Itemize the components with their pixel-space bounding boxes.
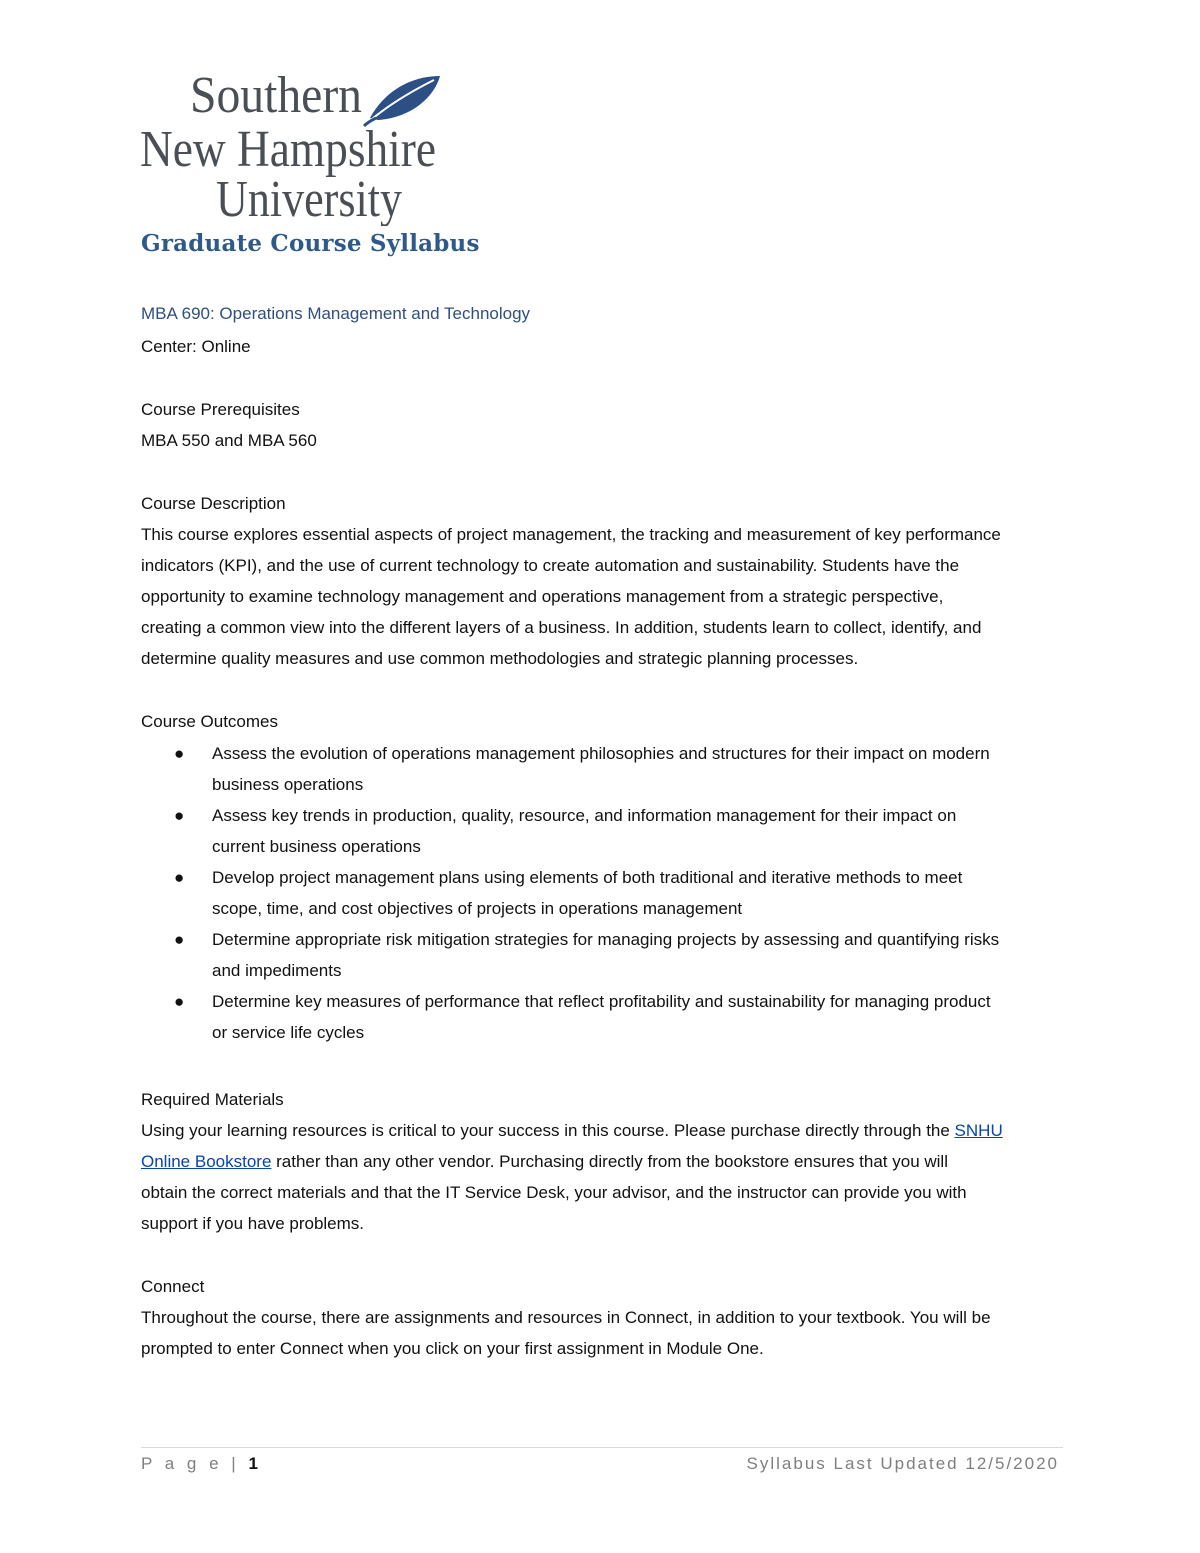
description-heading: Course Description: [141, 494, 286, 513]
description-line: creating a common view into the different layers of a business. In addition, students learn to collect, identify, and: [141, 618, 982, 637]
materials-heading: Required Materials: [141, 1090, 284, 1109]
list-item: [141, 924, 1061, 986]
list-item: [141, 800, 1061, 862]
outcomes-list: [141, 738, 1061, 1048]
materials-line: obtain the correct materials and that the IT Service Desk, your advisor, and the instructor can provide you with: [141, 1183, 967, 1202]
materials-line: [141, 1146, 1061, 1177]
bullet-icon: ●: [174, 992, 185, 1011]
list-item: [141, 986, 1061, 1048]
outcome-line: current business operations: [212, 837, 421, 856]
page-number-value: 1: [248, 1454, 258, 1473]
bullet-icon: ●: [174, 930, 185, 949]
connect-line: prompted to enter Connect when you click on your first assignment in Module One.: [141, 1339, 764, 1358]
page-number: [141, 1454, 258, 1474]
center-label: Center: Online: [141, 337, 251, 356]
outcome-line: Determine key measures of performance that reflect profitability and sustainability for managing product: [212, 992, 991, 1011]
materials-line: support if you have problems.: [141, 1214, 365, 1233]
outcome-line: Determine appropriate risk mitigation strategies for managing projects by assessing and quantifying risks: [212, 930, 1000, 949]
list-item: [141, 862, 1061, 924]
bullet-icon: ●: [174, 806, 185, 825]
description-line: opportunity to examine technology management and operations management from a strategic perspective,: [141, 587, 944, 606]
list-item: [141, 738, 1061, 800]
bullet-icon: ●: [174, 744, 185, 763]
outcome-line: scope, time, and cost objectives of projects in operations management: [212, 899, 743, 918]
snhu-logo-graphic: [138, 66, 448, 226]
connect-heading: Connect: [141, 1277, 205, 1296]
outcome-line: Develop project management plans using elements of both traditional and iterative methods to meet: [212, 868, 963, 887]
outcomes-heading: Course Outcomes: [141, 712, 278, 731]
logo-line-3: University: [216, 171, 402, 226]
description-line: indicators (KPI), and the use of current technology to create automation and sustainability. Students have the: [141, 556, 960, 575]
snhu-logo: [138, 66, 448, 226]
outcome-line: Assess key trends in production, quality, resource, and information management for their impact on: [212, 806, 957, 825]
bullet-icon: ●: [174, 868, 185, 887]
description-line: This course explores essential aspects of project management, the tracking and measurement of key performance: [141, 525, 1001, 544]
outcome-line: business operations: [212, 775, 364, 794]
leaf-icon: [364, 76, 440, 126]
outcome-line: Assess the evolution of operations management philosophies and structures for their impact on modern: [212, 744, 990, 763]
prerequisites-text: MBA 550 and MBA 560: [141, 431, 317, 450]
course-code: MBA 690: Operations Management and Technology: [141, 304, 531, 323]
connect-line: Throughout the course, there are assignments and resources in Connect, in addition to your textbook. You will be: [141, 1308, 991, 1327]
footer-divider: [141, 1447, 1063, 1448]
materials-text: rather than any other vendor. Purchasing directly from the bookstore ensures that you will: [271, 1152, 948, 1171]
snhu-bookstore-link[interactable]: SNHU: [954, 1121, 1003, 1140]
snhu-bookstore-link[interactable]: Online Bookstore: [141, 1152, 272, 1171]
prerequisites-heading: Course Prerequisites: [141, 400, 300, 419]
logo-line-2: New Hampshire: [140, 121, 436, 178]
description-paragraph: [141, 519, 1061, 674]
logo-line-1: Southern: [190, 67, 362, 124]
page-title: Graduate Course Syllabus: [141, 230, 480, 257]
materials-paragraph: [141, 1115, 1061, 1239]
outcome-line: and impediments: [212, 961, 342, 980]
page-label: P a g e |: [141, 1454, 240, 1473]
description-line: determine quality measures and use common methodologies and strategic planning processes.: [141, 649, 859, 668]
connect-paragraph: [141, 1302, 1061, 1364]
materials-line: [141, 1115, 1061, 1146]
outcome-line: or service life cycles: [212, 1023, 365, 1042]
materials-text: Using your learning resources is critical to your success in this course. Please purchase directly through the: [141, 1121, 955, 1140]
last-updated: Syllabus Last Updated 12/5/2020: [746, 1454, 1059, 1473]
